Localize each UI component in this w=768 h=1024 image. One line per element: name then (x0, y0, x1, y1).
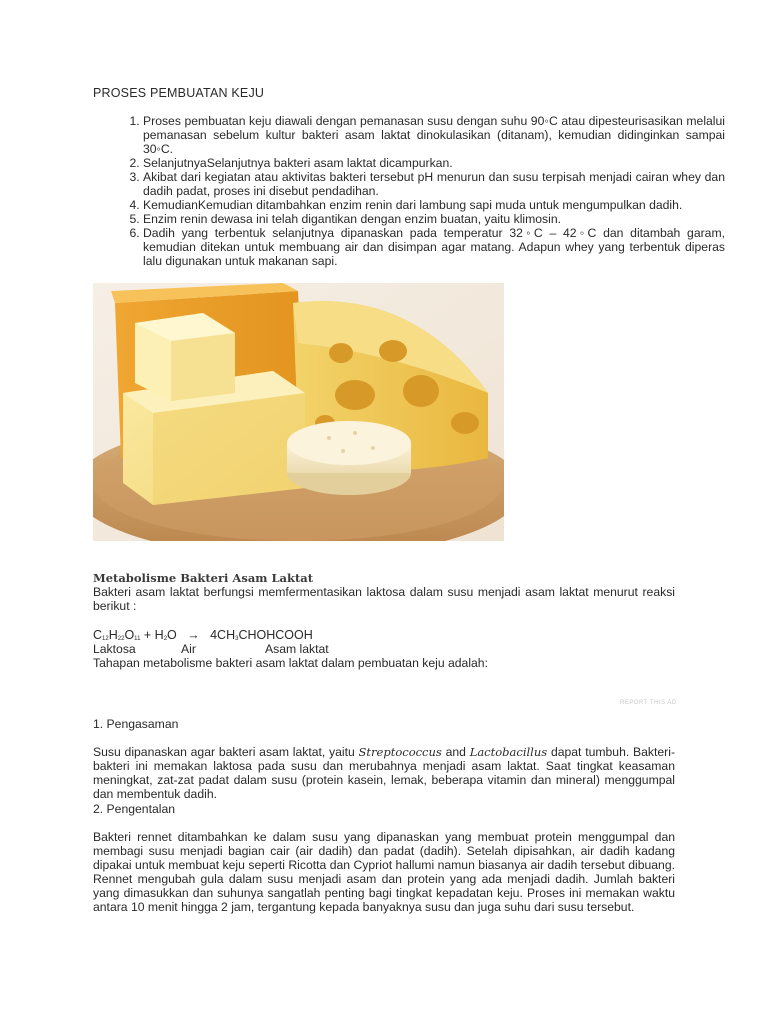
reaction-equation: $C_{12}H_{22}O_{11} + H_2O$ → $4CH_3CHOHCOOH$ (93, 628, 313, 642)
label-laktosa: Laktosa (93, 642, 136, 656)
equation-labels (93, 642, 493, 656)
section-text-pengentalan: Bakteri rennet ditambahkan ke dalam susu yang dipanaskan yang membuat protein menggumpal dan membagi susu menjadi bagian cair (air dadih) dan padat (dadih). Setelah dipisahkan, air dadih kadang dipakai untuk membuat keju seperti Ricotta dan Cypriot hallumi namun biasanya air dadih tersebut dibuang. Rennet mengubah gula dalam susu menjadi asam dan protein yang ada menjadi dadih. Jumlah bakteri yang dimasukkan dan suhunya sangatlah penting bagi tingkat kepadatan keju. Proses ini memakan waktu antara 10 menit hingga 2 jam, tergantung kepada banyaknya susu dan juga suhu dari susu tersebut. (93, 830, 675, 914)
process-step: 3. Akibat dari kegiatan atau aktivitas bakteri tersebut pH menurun dan susu terpisah menjadi cairan whey dan dadih padat, proses ini disebut pendadihan. (143, 170, 725, 198)
document-title: PROSES PEMBUATAN KEJU (93, 86, 265, 100)
process-step: 6. Dadih yang terbentuk selanjutnya dipanaskan pada temperatur 32◦C – 42◦C dan ditambah garam, kemudian ditekan untuk membuang air dan disimpan agar matang. Adapun whey yang terbentuk diperas lalu digunakan untuk makanan sapi. (143, 226, 725, 268)
label-asam-laktat: Asam laktat (265, 642, 329, 656)
report-ad-link[interactable]: REPORT THIS AD (620, 700, 677, 706)
cheese-photo (93, 283, 504, 541)
process-step: 4. KemudianKemudian ditambahkan enzim renin dari lambung sapi muda untuk mengumpulkan dadih. (143, 198, 725, 212)
process-steps-list (93, 114, 725, 268)
metabolism-heading: Metabolisme Bakteri Asam Laktat (93, 571, 314, 585)
metabolism-intro: Bakteri asam laktat berfungsi memfermentasikan laktosa dalam susu menjadi asam laktat menurut reaksi berikut : (93, 585, 675, 613)
process-step: 1. Proses pembuatan keju diawali dengan pemanasan susu dengan suhu 90◦C atau dipesteurisasikan melalui pemanasan sebelum kultur bakteri asam laktat dinokulasikan (ditanam), kemudian didinginkan sampai 30◦C. (143, 114, 725, 156)
process-step: 2. SelanjutnyaSelanjutnya bakteri asam laktat dicampurkan. (143, 156, 725, 170)
arrow-icon: → (187, 628, 200, 642)
section-heading-pengasaman: 1. Pengasaman (93, 717, 179, 731)
species-lactobacillus: Lactobacillus (469, 745, 548, 759)
stages-intro: Tahapan metabolisme bakteri asam laktat dalam pembuatan keju adalah: (93, 656, 488, 670)
process-step: 5. Enzim renin dewasa ini telah digantikan dengan enzim buatan, yaitu klimosin. (143, 212, 725, 226)
section-text-pengasaman: Susu dipanaskan agar bakteri asam laktat, yaitu Streptococcus and Lactobacillus dapat tumbuh. Bakteri-bakteri ini memakan laktosa pada susu dan merubahnya menjadi asam laktat. Saat tingkat keasaman meningkat, zat-zat padat dalam susu (protein kasein, lemak, beberapa vitamin dan mineral) menggumpal dan membentuk dadih. (93, 745, 676, 801)
label-air: Air (181, 642, 196, 656)
section-heading-pengentalan: 2. Pengentalan (93, 802, 175, 816)
species-streptococcus: Streptococcus (358, 745, 442, 759)
